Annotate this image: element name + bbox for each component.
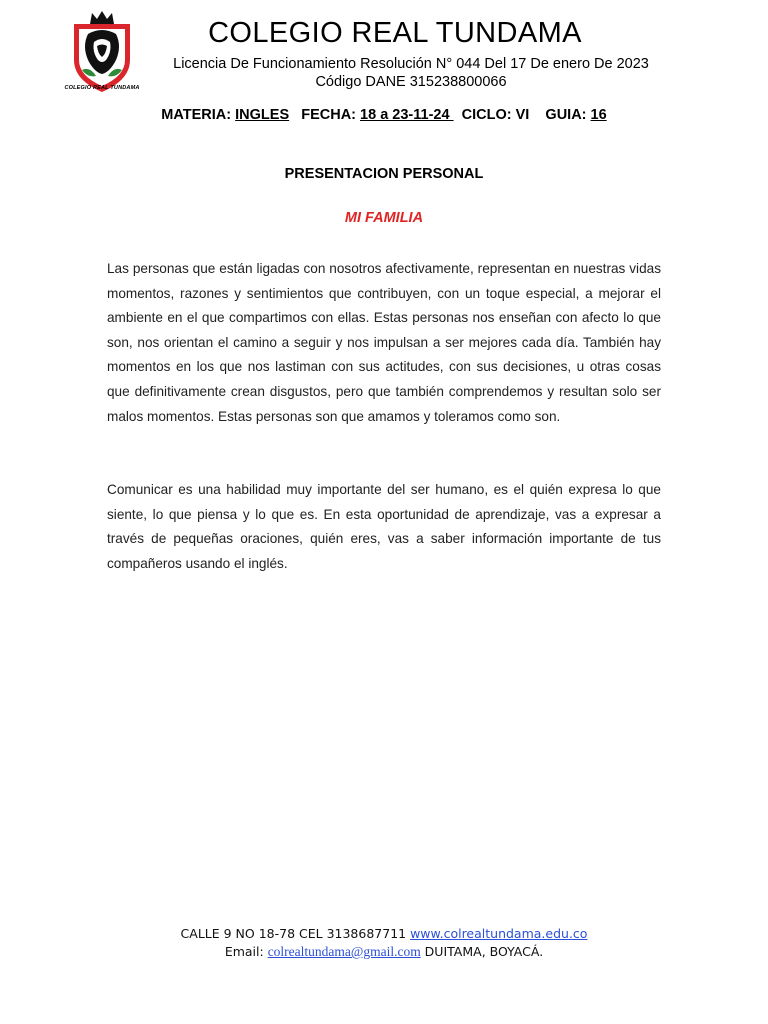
fecha-value: 18 a 23-11-24 <box>360 107 454 123</box>
email-link[interactable]: colrealtundama@gmail.com <box>267 944 421 959</box>
footer-line-2 <box>0 943 768 961</box>
footer <box>0 925 768 961</box>
guia-value: 16 <box>590 107 607 123</box>
footer-address: CALLE 9 NO 18-78 CEL 3138687711 <box>180 926 411 941</box>
document-subtitle: MI FAMILIA <box>344 210 424 226</box>
footer-city: DUITAMA, BOYACÁ. <box>420 944 544 959</box>
document-title: PRESENTACION PERSONAL <box>284 166 484 182</box>
ciclo-label: CICLO: VI <box>461 107 530 123</box>
email-label: Email: <box>224 944 268 959</box>
license-line: Licencia De Funcionamiento Resolución N° 044 Del 17 De enero De 2023 <box>173 56 649 72</box>
dane-code-line: Código DANE 315238800066 <box>315 74 507 90</box>
materia-value: INGLES <box>235 107 290 123</box>
license-block <box>150 55 672 91</box>
school-name: COLEGIO REAL TUNDAMA <box>208 17 582 49</box>
school-logo <box>68 10 136 94</box>
paragraph-communication: Comunicar es una habilidad muy importante del ser humano, es el quién expresa lo que siente, lo que piensa y lo que es. En esta oportunidad de aprendizaje, vas a expresar a través de pequeñas oraciones, quién eres, vas a saber información importante de tus compañeros usando el inglés. <box>107 482 661 571</box>
website-link[interactable]: www.colrealtundama.edu.co <box>410 926 588 941</box>
paragraph-family: Las personas que están ligadas con nosotros afectivamente, representan en nuestras vidas momentos, razones y sentimientos que contribuyen, con un toque especial, a mejorar el ambiente en el que compartimos con ellas. Estas personas nos enseñan con afecto lo que son, nos orientan el camino a seguir y nos impulsan a ser mejores cada día. También hay momentos en los que nos lastiman con sus actitudes, con sus decisiones, u otras cosas que definitivamente crean disgustos, pero que también comprendemos y resultan solo ser malos momentos. Estas personas son que amamos y toleramos como son. <box>107 261 661 424</box>
fecha-label: FECHA: <box>301 107 356 123</box>
materia-label: MATERIA: <box>161 107 232 123</box>
guide-meta-line <box>0 107 768 123</box>
crown-icon <box>90 11 114 24</box>
footer-line-1 <box>0 925 768 943</box>
logo-caption: COLEGIO REAL TUNDAMA <box>64 85 140 91</box>
guia-label: GUIA: <box>545 107 587 123</box>
